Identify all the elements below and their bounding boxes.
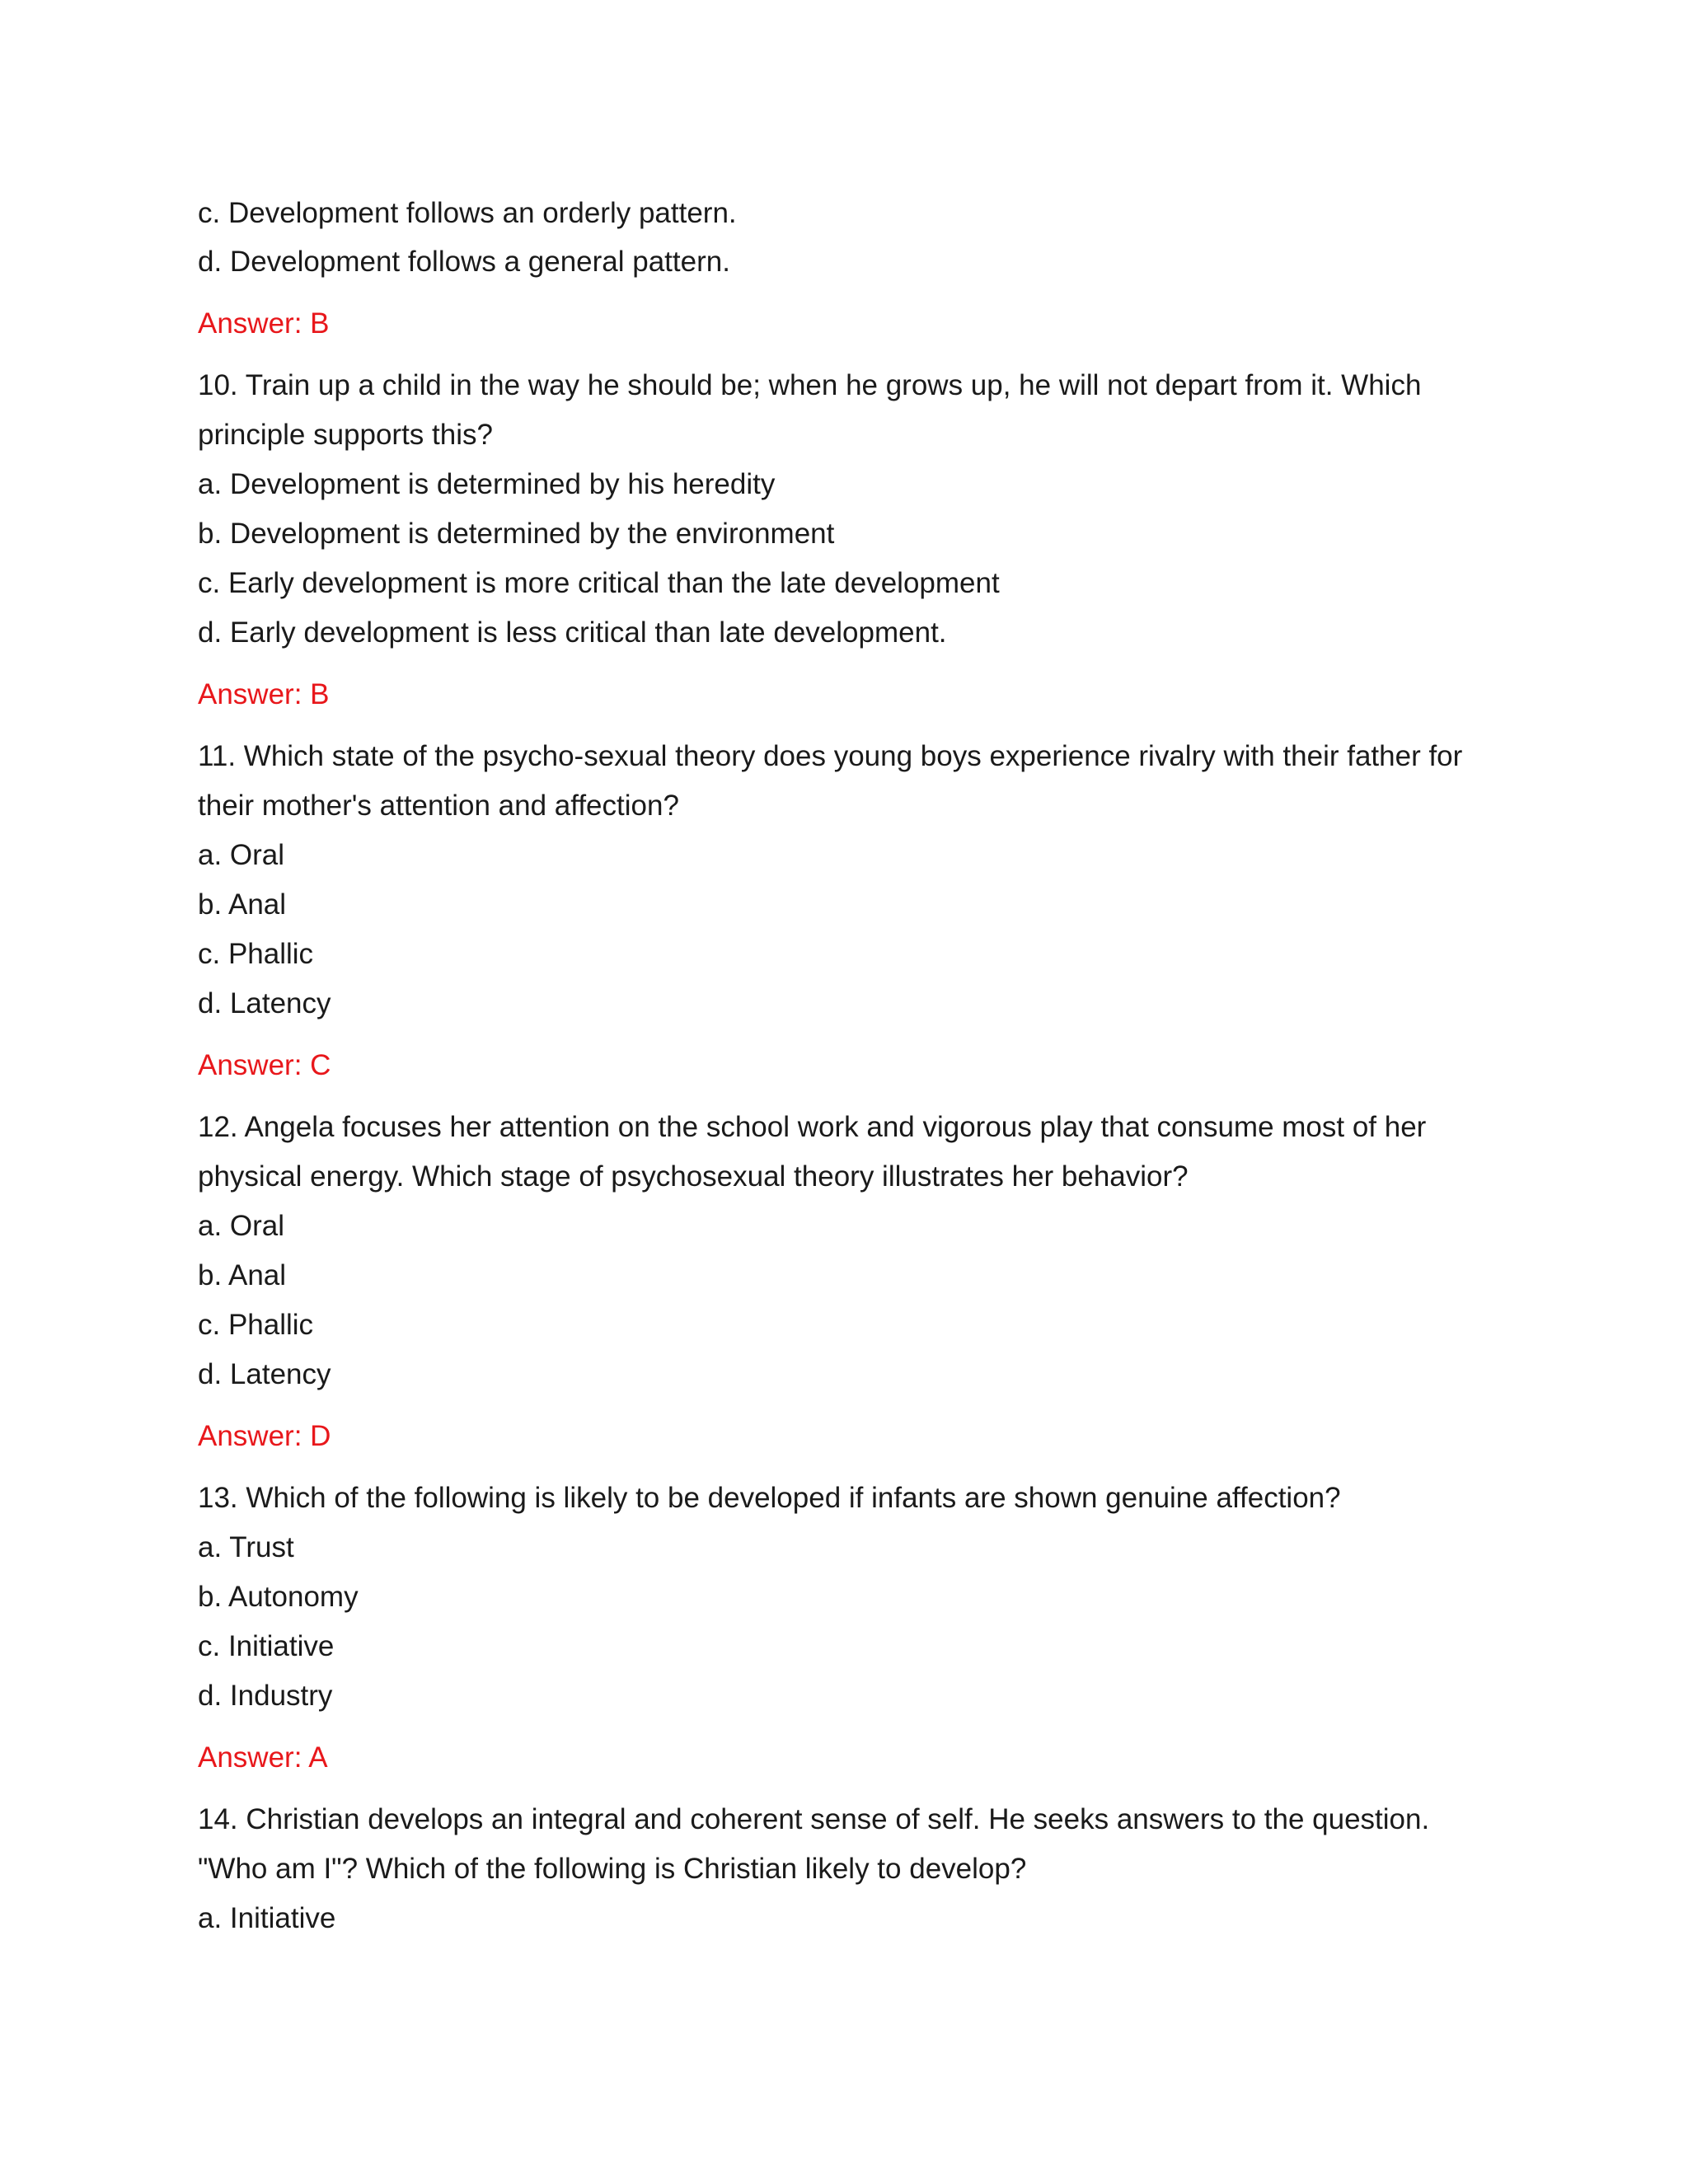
q12-answer: Answer: D	[198, 1420, 331, 1452]
q12-option-d: d. Latency	[198, 1358, 331, 1390]
q13-option-c: c. Initiative	[198, 1630, 335, 1662]
q10-question-line-1: 10. Train up a child in the way he should be; when he grows up, he will not depart from it. Which	[198, 369, 1422, 401]
q13-question-line-1: 13. Which of the following is likely to be developed if infants are shown genuine affection?	[198, 1482, 1341, 1514]
q11-question-line-2: their mother's attention and affection?	[198, 790, 679, 822]
q10-option-c: c. Early development is more critical than the late development	[198, 567, 1000, 599]
q14-question-line-1: 14. Christian develops an integral and coherent sense of self. He seeks answers to the question.	[198, 1803, 1430, 1835]
q11-question-line-1: 11. Which state of the psycho-sexual theory does young boys experience rivalry with their father for	[198, 740, 1463, 772]
q14-question-line-2: "Who am I"? Which of the following is Christian likely to develop?	[198, 1853, 1027, 1885]
q11-answer: Answer: C	[198, 1049, 331, 1081]
q10-question-line-2: principle supports this?	[198, 419, 493, 451]
q10-option-d: d. Early development is less critical than late development.	[198, 616, 947, 649]
q9-option-d: d. Development follows a general pattern.	[198, 246, 730, 278]
q10-option-b: b. Development is determined by the environment	[198, 518, 835, 550]
q12-option-c: c. Phallic	[198, 1309, 314, 1341]
q13-option-a: a. Trust	[198, 1531, 294, 1563]
q9-answer: Answer: B	[198, 307, 330, 340]
q11-option-a: a. Oral	[198, 839, 285, 871]
q11-option-b: b. Anal	[198, 888, 287, 921]
q13-option-b: b. Autonomy	[198, 1581, 359, 1613]
q11-option-d: d. Latency	[198, 987, 331, 1019]
q12-option-a: a. Oral	[198, 1210, 285, 1242]
q10-option-a: a. Development is determined by his heredity	[198, 468, 776, 500]
q14-option-a: a. Initiative	[198, 1902, 336, 1934]
q12-option-b: b. Anal	[198, 1259, 287, 1291]
q9-option-c: c. Development follows an orderly pattern.	[198, 197, 737, 229]
q10-answer: Answer: B	[198, 678, 330, 710]
q11-option-c: c. Phallic	[198, 938, 314, 970]
q12-question-line-2: physical energy. Which stage of psychosexual theory illustrates her behavior?	[198, 1160, 1189, 1193]
q12-question-line-1: 12. Angela focuses her attention on the school work and vigorous play that consume most of her	[198, 1111, 1427, 1143]
q13-option-d: d. Industry	[198, 1680, 333, 1712]
q13-answer: Answer: A	[198, 1741, 328, 1774]
